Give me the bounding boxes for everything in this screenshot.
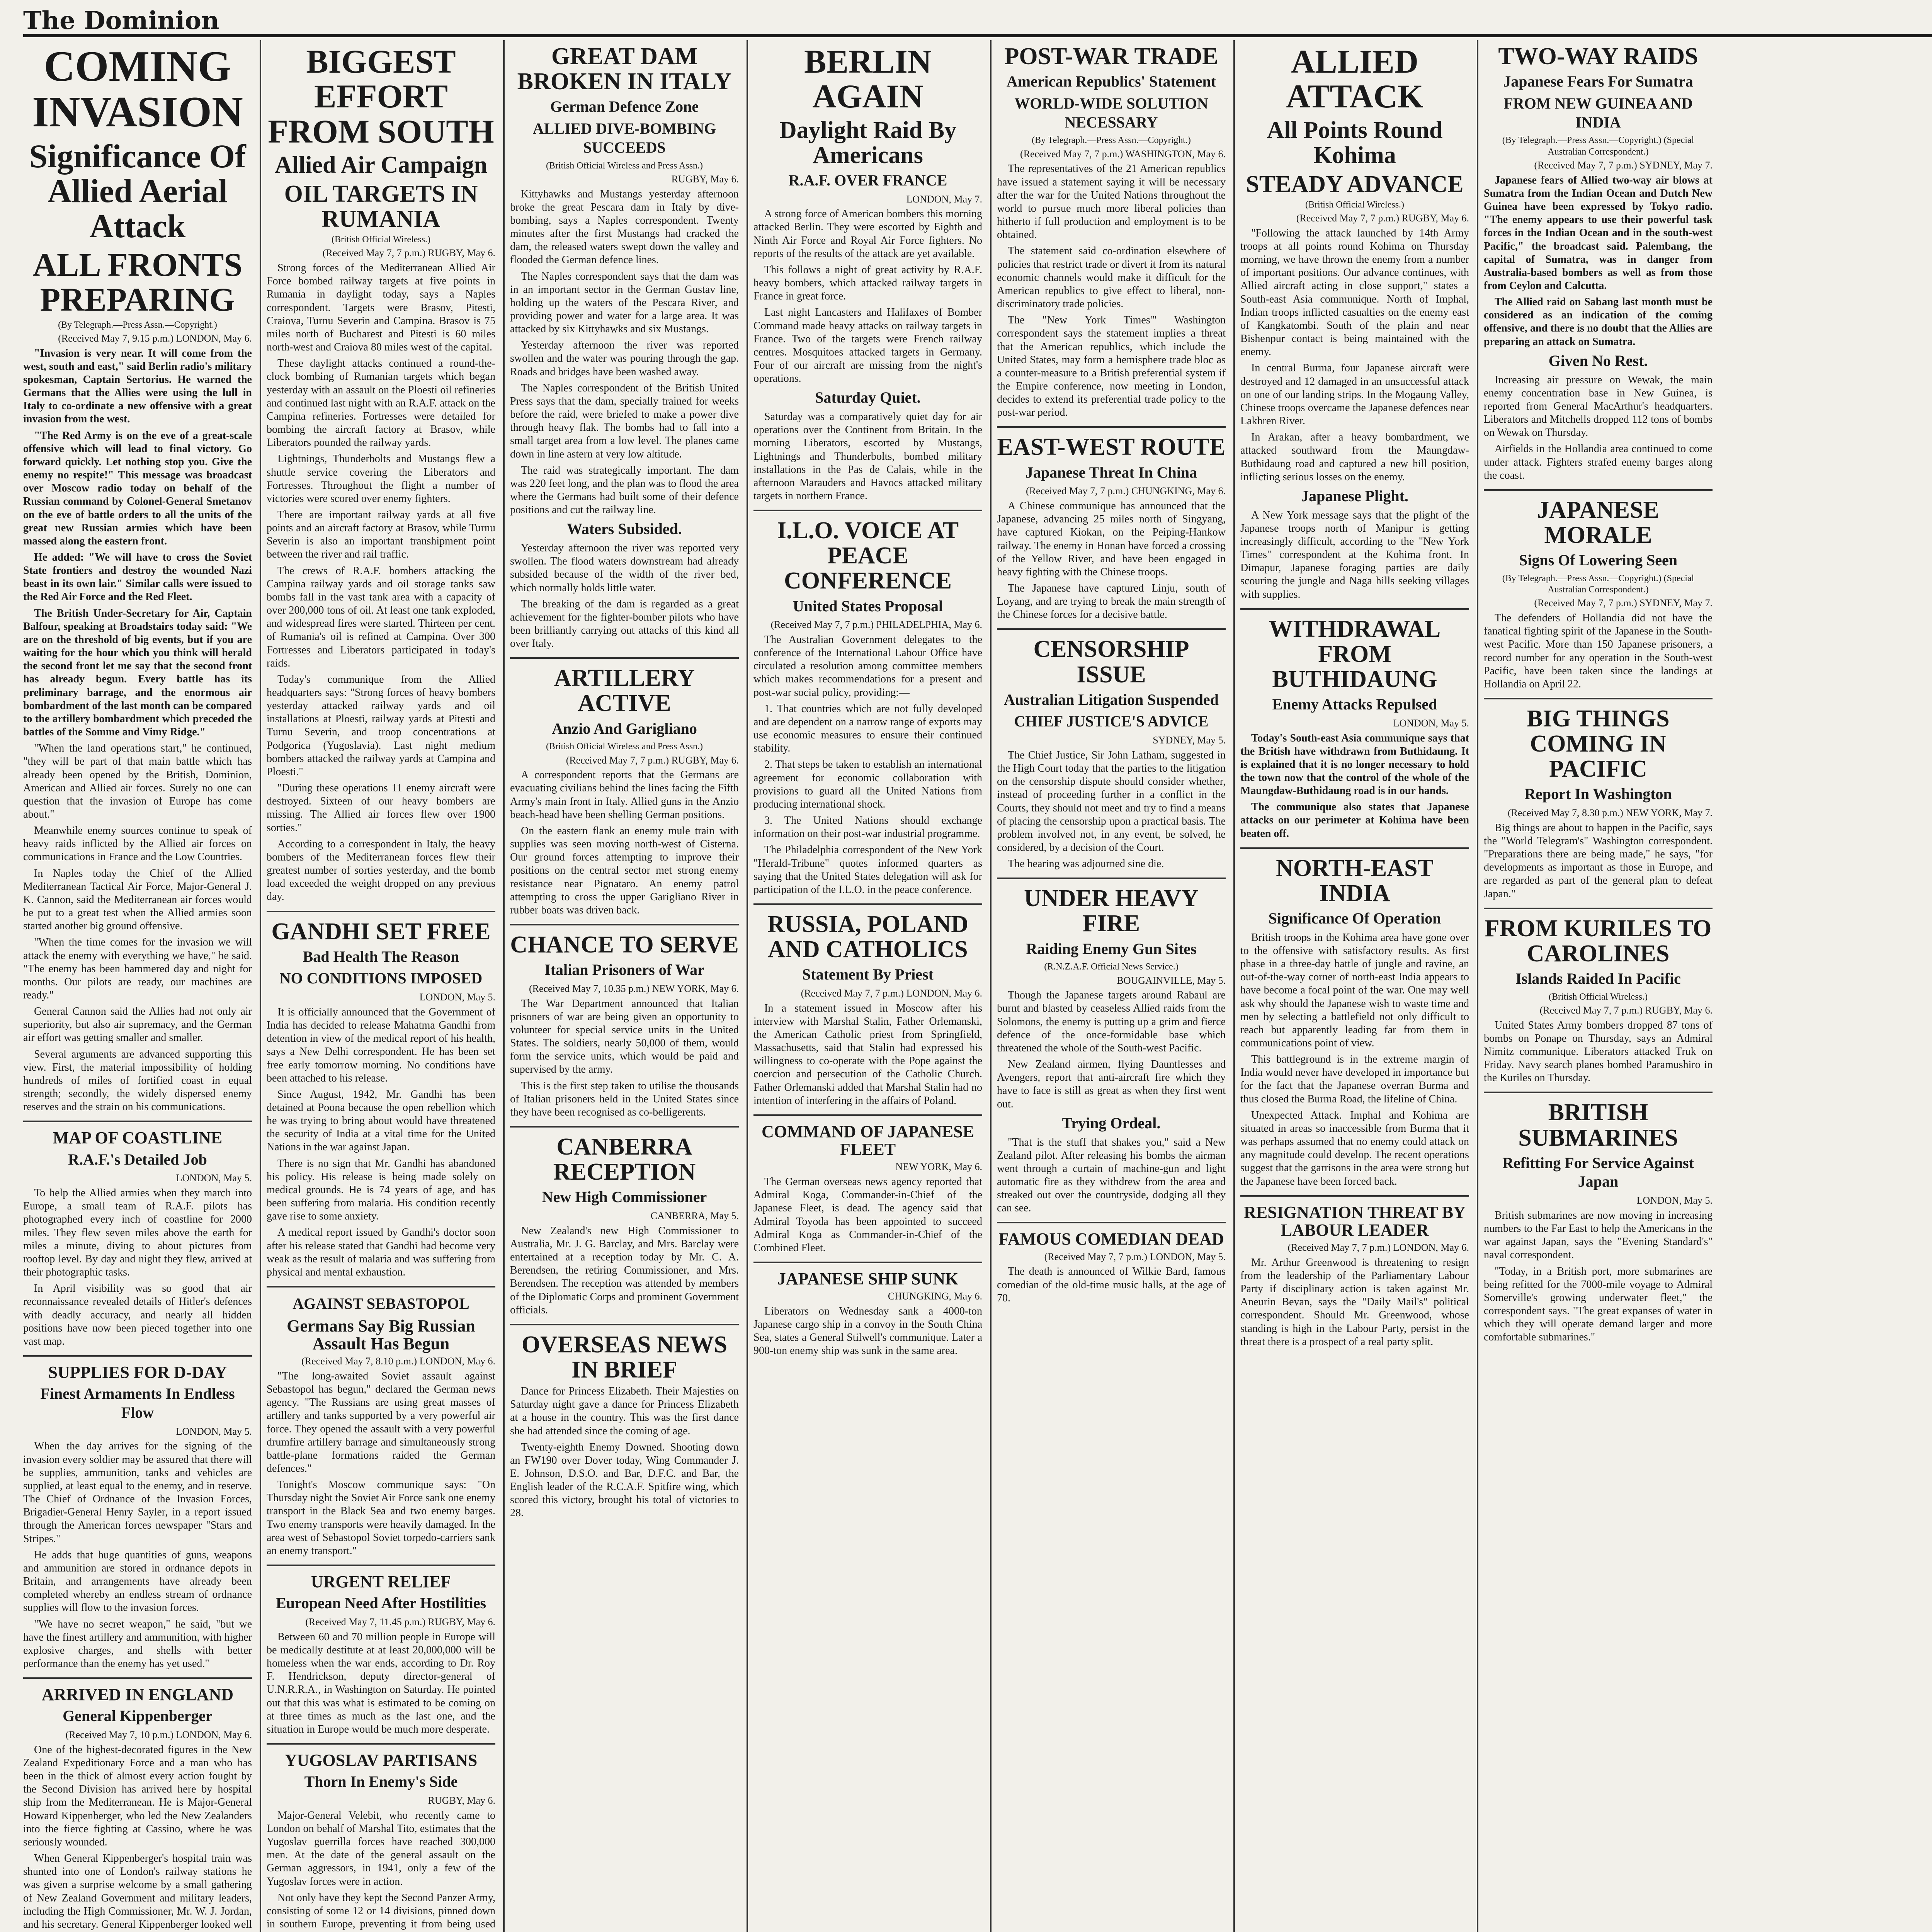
divider [510,924,739,925]
article-headline: EAST-WEST ROUTE [997,434,1226,461]
paragraph: Last night Lancasters and Halifaxes of Bomber Command made heavy attacks on railway targets in France. Two of the targets were French railway centres. Mosquitoes attacked targets in Germany. Four of our aircraft are missing from the night's operations. [753,306,982,385]
article-headline: MAP OF COASTLINE [53,1128,223,1148]
paragraph: "We have no secret weapon," he said, "but we have the finest artillery and ammunition, with higher explosive charges, and shells with better performance than the enemy has yet used." [23,1618,252,1670]
column-rule [260,40,261,1932]
paragraph: Between 60 and 70 million people in Europe will be medically destitute at at least 20,000,000 will be homeless when the war ends, according to Dr. Roy F. Hendrickson, deputy director-general of U.N.R.R.A., in Washington on Saturday. He pointed out that this was what is estimated to be coming on at three times as much as the last one, and the situation in Europe would be much more desperate. [267,1631,495,1735]
section-subhead: Trying Ordeal. [1062,1114,1161,1132]
dateline: (Received May 7, 7 p.m.) WASHINGTON, May 6. [1020,148,1226,160]
dateline: BOUGAINVILLE, May 5. [1117,975,1226,986]
dateline: CANBERRA, May 5. [650,1210,739,1222]
dateline: (Received May 7, 8.30 p.m.) NEW YORK, May 7. [1507,807,1713,819]
paragraph: The Chief Justice, Sir John Latham, suggested in the High Court today that the parties to the litigation on the censorship dispute should consider whether, instead of proceeding further in a conflict in the Courts, they should not meet and try to find a means of placing the censorship upon a practical basis. The problem involved not, in any event, be solved, he considered, by a decision of the Court. [997,749,1226,854]
paragraph: Major-General Velebit, who recently came to London on behalf of Marshal Tito, estimates that the Yugoslav guerrilla forces have reached 300,000 men. At the date of the general assault on the German aggressors, in 1941, only a few of the Yugoslav forces were in action. [267,1809,495,1888]
divider [267,1743,495,1745]
column-rule [1477,40,1478,1932]
paragraph: Kittyhawks and Mustangs yesterday afternoon broke the great Pescara dam in Italy by dive-bombing, says a Naples correspondent. Twenty minutes after the first Mustangs had cracked the dam, the released waters swept down the valley and flooded the German defence lines. [510,188,739,266]
paragraph: Twenty-eighth Enemy Downed. Shooting down an FW190 over Dover today, Wing Commander J. E. Johnson, D.S.O. and Bar, D.F.C. and Bar, the English leader of the R.C.A.F. Spitfire wing, which scored this victory, brought his total of victories to 28. [510,1441,739,1519]
paragraph: The "New York Times'" Washington correspondent says the statement implies a threat that the American republics, which include the United States, may form a hemisphere trade bloc as a counter-measure to a British preferential system if the Empire conference, now meeting in London, decides to extend its preferential trade policy to the post-war period. [997,314,1226,419]
article-headline: JAPANESE SHIP SUNK [777,1269,959,1288]
article-subhead: Thorn In Enemy's Side [304,1773,458,1791]
article-subhead: General Kippenberger [63,1707,213,1725]
divider [997,426,1226,428]
paragraph: On the eastern flank an enemy mule train with supplies was seen moving north-west of Cisterna. Our ground forces attempting to improve their positions on the central sector met strong enemy resistance near Pignataro. An enemy patrol attempting to cross the upper Garigliano River in rubber boats was driven back. [510,825,739,916]
paragraph: General Cannon said the Allies had not only air superiority, but also air supremacy, and the German air effort was getting smaller and smaller. [23,1005,252,1044]
divider [1484,908,1713,909]
paragraph: These daylight attacks continued a round-the-clock bombing of Rumanian targets which began yesterday with an assault on the Ploesti oil refineries and continued last night with an R.A.F. attack on the Campina refineries. Fortresses were detailed for bombing the aircraft factory at Brasov, while Liberators pounded the railway yards. [267,357,495,449]
divider [997,878,1226,879]
paragraph: The Naples correspondent of the British United Press says that the dam, specially trained for weeks before the raid, were briefed to make a power dive through heavy flak. The bombs had to fall into a small target area from a low level. The planes came down in line astern at very low altitude. [510,382,739,460]
subheadline: FROM NEW GUINEA AND INDIA [1503,94,1693,131]
paragraph: Though the Japanese targets around Rabaul are burnt and blasted by ceaseless Allied raids from the Solomons, the enemy is putting up a grim and fierce defence of the once-formidable base which threatened the whole of the South-west Pacific. [997,989,1226,1054]
paragraph: The statement said co-ordination elsewhere of policies that restrict trade or divert it from its natural economic channels would make it difficult for the American republics to give effect to liberal, non-discriminatory trade policies. [997,245,1226,310]
divider [1240,608,1469,610]
subheadline: Japanese Fears For Sumatra [1503,73,1693,90]
paragraph: New Zealand's new High Commissioner to Australia, Mr. J. G. Barclay, and Mrs. Barclay were entertained at a reception today by Mr. C. A. Berendsen, the retiring Commissioner, and Mrs. Berendsen. The reception was attended by members of the Diplomatic Corps and prominent Government officials. [510,1225,739,1316]
byline: (British Official Wireless and Press Assn.) [546,160,703,171]
paragraph: The defenders of Hollandia did not have the fanatical fighting spirit of the Japanese in the South-west Pacific. More than 150 Japanese prisoners, a record number for any operation in the South-west Pacific, have been taken since the landings at Hollandia on April 22. [1484,612,1713,690]
article-headline: JAPANESE MORALE [1537,497,1659,548]
article-headline: CANBERRA RECEPTION [553,1134,696,1185]
byline: (By Telegraph.—Press Assn.—Copyright.) [58,320,217,330]
paragraph: It is officially announced that the Government of India has decided to release Mahatma Gandhi from detention in view of the medical report of his health, says a New Delhi correspondent. He has been set free early tomorrow morning. No conditions have been attached to his release. [267,1006,495,1084]
divider [1240,847,1469,849]
dateline: (Received May 7, 9.15 p.m.) LONDON, May 6. [58,332,252,344]
article-headline: BRITISH SUBMARINES [1518,1099,1678,1151]
divider [1484,698,1713,699]
bold-story [1240,732,1469,840]
article-subhead: Enemy Attacks Repulsed [1272,696,1437,713]
dateline: LONDON, May 5. [1393,717,1469,729]
paragraph: A New York message says that the plight of the Japanese troops north of Manipur is getting increasingly difficult, according to the "New York Times" correspondent at the Kohima front. In Dimapur, Japanese foraging parties are daily scouring the jungle and Naga hills seeking villages with supplies. [1240,509,1469,600]
divider [1484,489,1713,491]
paragraph: Since August, 1942, Mr. Gandhi has been detained at Poona because the open rebellion which he was trying to bring about would have threatened the security of India at a vital time for the United Nations in the war against Japan. [267,1088,495,1153]
newspaper-title: The Dominion [23,6,219,35]
column-rule [990,40,992,1932]
article-subhead: Anzio And Garigliano [552,719,697,737]
paragraph: "The Red Army is on the eve of a great-scale offensive which will lead to final victory. Go forward quickly. Let nothing stop you. Give the enemy no respite!" This message was broadcast over Moscow radio today on behalf of the Russian command by Colonel-General Smetanov on the eve of battle orders to all the units of the great new Russian armies which have been massed along the eastern front. [23,429,252,547]
paragraph: The representatives of the 21 American republics have issued a statement saying it will be necessary after the war for the United Nations throughout the world to pursue much more liberal policies than hitherto if full production and employment is to be obtained. [997,163,1226,241]
article-headline: ARTILLERY ACTIVE [554,665,695,717]
column-6 [1240,40,1469,1932]
headline: POST-WAR TRADE [1004,43,1218,70]
article-headline: BIG THINGS COMING IN PACIFIC [1527,705,1670,782]
divider [267,1286,495,1287]
headline: TWO-WAY RAIDS [1498,43,1698,70]
paragraph: "Today, in a British port, more submarines are being refitted for the 7000-mile voyage to Admiral Somerville's growing underwater fleet," the correspondent says. "The great expanses of water in which they will operate demand larger and more comfortable submarines." [1484,1265,1713,1344]
paragraph: The Australian Government delegates to the conference of the International Labour Office have circulated a resolution among committee members which makes recommendations for a present and post-war social policy, providing:— [753,634,982,699]
article-subhead: Finest Armaments In Endless Flow [40,1385,235,1421]
paragraph: "Invasion is very near. It will come from the west, south and east," said Berlin radio's military spokesman, Captain Sertorius. He warned the Germans that the Allies were using the lull in Italy to co-ordinate a new offensive with a great invasion from the west. [23,347,252,425]
paragraph: Big things are about to happen in the Pacific, says the "World Telegram's" Washington correspondent. "Preparations there are being made," he says, "for developments as important as those in Europe, and are regarded as part of the general plan to defeat Japan." [1484,821,1713,900]
subheadline: Daylight Raid By Americans [779,117,957,168]
paragraph: Unexpected Attack. Imphal and Kohima are situated in areas so inaccessible from Burma that it was perhaps assumed that no enemy could attack on any magnitude could develop. The recent operations suggest that the garrisons in the area were strong but the Japanese have been forced back. [1240,1109,1469,1187]
paragraph: Dance for Princess Elizabeth. Their Majesties on Saturday night gave a dance for Princess Elizabeth at a house in the country. This was the first dance she had attended since the coming of age. [510,1385,739,1437]
paragraph: Several arguments are advanced supporting this view. First, the material impossibility of holding hundreds of miles of fortified coast in equal strength; secondly, the widely dispersed enemy reserves and the strain on his communications. [23,1048,252,1113]
paragraph: The crews of R.A.F. bombers attacking the Campina railway yards and oil storage tanks saw bombs fall in the vast tank area with a capacity of over 200,000 tons of oil. At least one tank exploded, and widespread fires were started. Thirteen per cent. of Rumania's oil is refined at Campina. Over 300 Fortresses and Liberators participated in today's raids. [267,565,495,669]
dateline: (Received May 7, 7 p.m.) RUGBY, May 6. [566,754,739,766]
headline: BERLIN AGAIN [804,43,932,115]
paragraph: In a statement issued in Moscow after his interview with Marshal Stalin, Father Orlemanski, the American Catholic priest from Springfield, Massachusetts, said that Stalin had expressed his willingness to co-operate with the Pope against the coercion and persecution of the Catholic Church. Father Orlemanski added that Marshal Stalin had no intention of interfering in the affairs of Poland. [753,1002,982,1107]
paragraph: Yesterday afternoon the river was reported swollen and the water was pouring through the gap. Roads and bridges have been washed away. [510,339,739,378]
dateline: (Received May 7, 10.35 p.m.) NEW YORK, May 6. [529,983,739,994]
paragraph: Meanwhile enemy sources continue to speak of heavy raids inflicted by the Allied air forces on communications in France and the Low Countries. [23,825,252,863]
paragraph: Saturday was a comparatively quiet day for air operations over the Continent from Britain. In the morning Liberators, escorted by Mustangs, Lightnings and Thunderbolts, bombed military installations in the Pas de Calais, while in the afternoon Marauders and Havocs attacked military targets in northern France. [753,411,982,502]
article-subhead: Raiding Enemy Gun Sites [1026,940,1197,957]
article-headline: GANDHI SET FREE [271,918,491,945]
column-rule [1233,40,1235,1932]
byline: (By Telegraph.—Press Assn.—Copyright.) (Special Australian Correspondent.) [1502,135,1694,157]
paragraph: He adds that huge quantities of guns, weapons and ammunition are stored in ordnance depots in Britain, and arrangements have already been completed whereby an endless stream of ordnance supplies will flow to the invasion forces. [23,1549,252,1614]
paragraph: This is the first step taken to utilise the thousands of Italian prisoners held in the United States since they have been recognised as co-belligerents. [510,1080,739,1118]
article-headline: NORTH-EAST INDIA [1276,855,1434,906]
paragraph: Strong forces of the Mediterranean Allied Air Force bombed railway targets at five points in Rumania in daylight today, says a Naples correspondent. Targets were Brasov, Pitesti, Craiova, Turnu Severin and Campina. Brasov is 75 miles north of Bucharest and Pitesti is 60 miles north-west and Craiova 80 miles west of the capital. [267,262,495,354]
paragraph: Yesterday afternoon the river was reported very swollen. The flood waters downstream had already subsided because of the width of the river bed, which normally holds little water. [510,542,739,594]
divider [267,911,495,912]
paragraph: "When the land operations start," he continued, "they will be part of that main battle which has already been opened by the British, Dominion, American and Allied air forces. Surely no one can question that the invasion of Europe has come about." [23,742,252,820]
article-label: AGAINST SEBASTOPOL [293,1295,469,1313]
paragraph: When the day arrives for the signing of the invasion every soldier may be assured that there will be supplies, ammunition, tanks and vehicles are supplied, at least equal to the enemy, and in reserve. The Chief of Ordnance of the Invasion Forces, Brigadier-General Henry Sayler, in a report issued through the American forces newspaper "Stars and Stripes." [23,1440,252,1545]
divider [753,903,982,905]
divider [997,628,1226,630]
bold-story [1484,174,1713,349]
article-subhead: New High Commissioner [542,1188,707,1206]
paragraph: The Allied raid on Sabang last month must be considered as an indication of the coming offensive, and there is no doubt that the Allies are preparing an attack on Sumatra. [1484,296,1713,348]
article-headline: FROM KURILES TO CAROLINES [1485,915,1712,967]
article-headline: OVERSEAS NEWS IN BRIEF [521,1331,728,1383]
paragraph: The German overseas news agency reported that Admiral Koga, Commander-in-Chief of the Japanese Fleet, is dead. The agency said that Admiral Toyoda has been appointed to succeed Admiral Koga as Commander-in-Chief of the Combined Fleet. [753,1176,982,1254]
paragraph: The communique also states that Japanese attacks on our perimeter at Kohima have been beaten off. [1240,801,1469,840]
paragraph: The Japanese have captured Linju, south of Loyang, and are trying to break the main strength of the Chinese forces for a decisive battle. [997,582,1226,621]
article-subhead: Italian Prisoners of War [544,961,704,979]
divider [510,1324,739,1325]
article-headline: ARRIVED IN ENGLAND [41,1685,234,1704]
lead-story [23,347,252,739]
column-1 [23,40,252,1932]
dateline: LONDON, May 7. [906,193,982,205]
paragraph: Lightnings, Thunderbolts and Mustangs flew a shuttle service covering the Liberators and Fortresses. Throughout the flight a number of victories were scored over enemy fighters. [267,453,495,505]
section-subhead: Given No Rest. [1548,352,1648,369]
article-headline: SUPPLIES FOR D-DAY [48,1362,227,1382]
paragraph: The British Under-Secretary for Air, Captain Balfour, speaking at Broadstairs today said: "We are on the threshold of big events, but if you are waiting for the hour which you think will herald the second front let me say that the second front has already begun. Every battle has its preliminary barrage, and the enormous air bombardment of the last month can be compared to the artillery bombardment which preceded the battles of the Somme and Vimy Ridge." [23,607,252,738]
column-rule [503,40,505,1932]
paragraph: The breaking of the dam is regarded as a great achievement for the fighter-bomber pilots who have been brilliantly carrying out attacks of this kind all over Italy. [510,598,739,650]
paragraph: A strong force of American bombers this morning attacked Berlin. They were escorted by Eighth and Ninth Air Force and Royal Air Force fighters. No reports of the results of the attack are yet available. [753,208,982,260]
paragraph: This follows a night of great activity by R.A.F. heavy bombers, which attacked railway targets in France in great force. [753,264,982,303]
article-headline: RESIGNATION THREAT BY LABOUR LEADER [1244,1202,1466,1240]
paragraph: In Naples today the Chief of the Allied Mediterranean Tactical Air Force, Major-General J. K. Cannon, said the Mediterranean air forces would be put to a great test when the Allied armies soon started another big ground offensive. [23,867,252,932]
dateline: (Received May 7, 7 p.m.) SYDNEY, May 7. [1534,597,1713,609]
dateline: (Received May 7, 7 p.m.) PHILADELPHIA, May 6. [770,619,982,631]
column-4 [753,40,982,1932]
subheadline: WORLD-WIDE SOLUTION NECESSARY [1014,94,1208,131]
dateline: (Received May 7, 7 p.m.) CHUNGKING, May 6. [1026,485,1226,497]
paragraph: A medical report issued by Gandhi's doctor soon after his release stated that Gandhi had become very weak as the result of malaria and was suffering from physical and mental exhaustion. [267,1226,495,1278]
paragraph: There is no sign that Mr. Gandhi has abandoned his policy. His release is being made solely on medical grounds. He is 74 years of age, and has been suffering from malaria. His condition recently gave rise to some anxiety. [267,1157,495,1223]
paragraph: "When the time comes for the invasion we will attack the enemy with everything we have," he said. "The enemy has been hammered day and night for months. Our pilots are ready, our machines are ready." [23,936,252,1001]
article-subhead: European Need After Hostilities [276,1594,486,1612]
paragraph: When General Kippenberger's hospital train was shunted into one of London's railway stations he was given a surprise welcome by a small gathering of New Zealand Government and military leaders, including the High Commissioner, Mr. W. J. Jordan, and his secretary. General Kippenberger looked well [23,1852,252,1930]
paragraph: British troops in the Kohima area have gone over to the offensive with satisfactory results. As first phase in a three-day battle of jungle and ravine, an out-of-the-way corner of north-east India appears to have become a focal point of the war. One may well ask why should the Japanese wish to waste time and men by selecting a battlefield not only difficult to reach but apparently leading far from them in communications point of view. [1240,931,1469,1049]
article-headline: YUGOSLAV PARTISANS [284,1751,478,1770]
article-headline: CHANCE TO SERVE [510,932,739,958]
paragraph: The Philadelphia correspondent of the New York "Herald-Tribune" quotes informed quarters as saying that the United States delegation will ask for participation of the I.L.O. in the peace conference. [753,844,982,896]
column-rule [747,40,748,1932]
subheadline: All Points Round Kohima [1267,117,1443,168]
paragraph: Today's South-east Asia communique says that the British have withdrawn from Buthidaung. It is explained that it is no longer necessary to hold the town now that the control of the whole of the Maungdaw-Buthidaung road is in our hands. [1240,732,1469,797]
article-subhead: Statement By Priest [802,966,934,983]
byline: (By Telegraph.—Press Assn.—Copyright.) (Special Australian Correspondent.) [1502,573,1694,595]
dateline: (Received May 7, 11.45 p.m.) RUGBY, May 6. [305,1616,495,1628]
paragraph: In April visibility was so good that air reconnaissance revealed details of Hitler's defences with deadly accuracy, and nearly all hidden positions have now been pieced together into one vast map. [23,1282,252,1347]
paragraph: United States Army bombers dropped 87 tons of bombs on Ponape on Thursday, says an Admiral Nimitz communique. Liberators attacked Truk on Friday. Navy search planes bombed Paramushiro in the Kuriles on Thursday. [1484,1019,1713,1084]
divider [267,1565,495,1566]
paragraph: This battleground is in the extreme margin of India would never have developed in importance but for the fact that the Japanese overran Burma and thus closed the Burma Road, the lifeline of China. [1240,1053,1469,1105]
byline: (British Official Wireless and Press Assn.) [546,742,703,752]
column-5 [997,40,1226,1932]
paragraph: Today's communique from the Allied headquarters says: "Strong forces of heavy bombers yesterday attacked railway yards and oil installations at Ploesti, railway yards at Pitesti and Turnu Severin, and troop concentrations at Podgorica (Yugoslavia). Last night medium bombers attacked the railway yards at Campina and Ploesti." [267,673,495,778]
dateline: (Received May 7, 7 p.m.) RUGBY, May 6. [322,247,495,259]
section-subhead: Japanese Plight. [1301,487,1408,505]
byline: (R.N.Z.A.F. Official News Service.) [1044,962,1179,972]
headline: BIGGEST EFFORT FROM SOUTH [268,43,494,150]
headline: COMING INVASION [32,43,243,136]
article-subhead: Japanese Threat In China [1025,463,1197,481]
divider [1484,1092,1713,1093]
article-headline: URGENT RELIEF [311,1572,451,1592]
dateline: (Received May 7, 7 p.m.) LONDON, May 5. [1044,1251,1226,1262]
byline: (British Official Wireless.) [1548,992,1648,1002]
paragraph: There are important railway yards at all five points and an aircraft factory at Brasov, while Turnu Severin is also an important transhipment point between the river and rail traffic. [267,509,495,561]
subheadline: ALLIED DIVE-BOMBING SUCCEEDS [532,119,716,156]
article-headline: COMMAND OF JAPANESE FLEET [762,1122,974,1159]
paragraph: New Zealand airmen, flying Dauntlesses and Avengers, report that anti-aircraft fire which they have to face is still as great as when they first went out. [997,1058,1226,1110]
byline: (British Official Wireless.) [1305,199,1405,210]
paragraph: To help the Allied armies when they march into Europe, a small team of R.A.F. pilots has photographed every inch of coastline for 2000 miles. They flew seven miles above the earth for miles a minute, diving to about pictures from rooftop level. By day and night they flew, arrived at their photographic tasks. [23,1187,252,1279]
section-subhead: Saturday Quiet. [815,389,921,406]
article-subhead: United States Proposal [793,597,943,615]
paragraph: Japanese fears of Allied two-way air blows at Sumatra from the Indian Ocean and Dutch New Guinea have been expressed by Tokyo radio. "The enemy appears to use their powerful task forces in the Indian Ocean and in the south-west Pacific," the broadcast said. Palembang, the capital of Sumatra, was in danger from Australia-based bombers as well as from those from Ceylon and Calcutta. [1484,174,1713,292]
paragraph: Mr. Arthur Greenwood is threatening to resign from the leadership of the Parliamentary Labour Party if disciplinary action is taken against Mr. Aneurin Bevan, says the "Daily Mail's" political correspondent. Should Mr. Greenwood, whose standing is high in the Labour Party, persist in the threat there is a prospect of a real party split. [1240,1256,1469,1348]
article-subhead: CHIEF JUSTICE'S ADVICE [1014,713,1209,730]
dateline: (Received May 7, 7 p.m.) LONDON, May 6. [1287,1242,1469,1253]
paragraph: A Chinese communique has announced that the Japanese, advancing 25 miles north of Singyang, have captured Kiokan, on the Peiping-Hankow railway. The enemy in Honan have forced a crossing of the Yellow River, and have been engaged in heavy fighting with the Chinese troops. [997,500,1226,578]
subheadline: ALL FRONTS PREPARING [32,246,243,318]
divider [510,1126,739,1128]
headline: GREAT DAM BROKEN IN ITALY [517,43,732,95]
article-subhead: Bad Health The Reason [303,947,459,965]
article-subhead: Report In Washington [1524,785,1672,803]
subheadline: R.A.F. OVER FRANCE [788,171,947,189]
article-headline: RUSSIA, POLAND AND CATHOLICS [767,911,969,963]
dateline: SYDNEY, May 5. [1153,735,1226,746]
byline: (By Telegraph.—Press Assn.—Copyright.) [1032,135,1191,146]
paragraph: British submarines are now moving in increasing numbers to the Far East to help the Americans in the war against Japan, says the "Evening Standard's" naval correspondent. [1484,1209,1713,1261]
article-subhead: R.A.F.'s Detailed Job [68,1150,207,1168]
paragraph: 2. That steps be taken to establish an international agreement for economic collaboration with provisions to guard all the United Nations from producing international shock. [753,759,982,810]
divider [23,1121,252,1122]
subheadline: German Defence Zone [550,98,699,116]
paragraph: The War Department announced that Italian prisoners of war are being given an opportunity to volunteer for special service units in the United States. The soldiers, nearly 50,000 of them, would form the service units, which would be paid and supervised by the army. [510,997,739,1076]
dateline: (Received May 7, 8.10 p.m.) LONDON, May 6. [301,1355,495,1367]
paragraph: Airfields in the Hollandia area continued to come under attack. Fighters strafed enemy barges along the coast. [1484,443,1713,481]
article-subhead: NO CONDITIONS IMPOSED [279,969,483,987]
byline: (British Official Wireless.) [331,235,431,245]
article-headline: I.L.O. VOICE AT PEACE CONFERENCE [777,517,959,594]
article-headline: FAMOUS COMEDIAN DEAD [998,1230,1224,1249]
subheadline: American Republics' Statement [1006,73,1216,90]
divider [510,657,739,659]
dateline: (Received May 7, 10 p.m.) LONDON, May 6. [65,1729,252,1741]
dateline: (Received May 7, 7 p.m.) SYDNEY, May 7. [1534,160,1713,171]
dateline: (Received May 7, 7 p.m.) LONDON, May 6. [801,987,982,999]
column-7 [1484,40,1713,1932]
paragraph: One of the highest-decorated figures in the New Zealand Expeditionary Force and a man who has been in the thick of almost every action fought by the Second Division has arrived here by hospital ship from the Mediterranean. He is Major-General Howard Kippenberger, who led the New Zealanders into the fierce fighting at Cassino, where he was seriously wounded. [23,1743,252,1848]
paragraph: Liberators on Wednesday sank a 4000-ton Japanese cargo ship in a convoy in the South China Sea, states a General Stilwell's communique. Later a 900-ton enemy ship was sunk in the same area. [753,1305,982,1357]
paragraph: The death is announced of Wilkie Bard, famous comedian of the old-time music halls, at the age of 70. [997,1265,1226,1304]
dateline: LONDON, May 5. [419,992,495,1003]
article-subhead: Islands Raided In Pacific [1515,969,1681,987]
paragraph: Tonight's Moscow communique says: "On Thursday night the Soviet Air Force sank one enemy transport in the Black Sea and two enemy barges. Two enemy transports were heavily damaged. In the area west of Sebastopol Soviet torpedo-carriers sank an enemy transport." [267,1479,495,1557]
paragraph: The hearing was adjourned sine die. [1008,858,1164,870]
paragraph: "That is the stuff that shakes you," said a New Zealand pilot. After releasing his bombs the airman went through a curtain of machine-gun and light automatic fire as they withdrew from the area and streaked out over the countryside, dodging all they can see. [997,1136,1226,1214]
article-headline: WITHDRAWAL FROM BUTHIDAUNG [1269,616,1441,692]
article-headline: CENSORSHIP ISSUE [1033,636,1189,688]
divider [753,1262,982,1263]
divider [1240,1195,1469,1197]
dateline: LONDON, May 5. [1636,1195,1713,1206]
dateline: RUGBY, May 6. [428,1795,495,1806]
dateline: LONDON, May 5. [176,1172,252,1184]
article-subhead: Australian Litigation Suspended [1004,690,1219,708]
paragraph: The raid was strategically important. The dam was 220 feet long, and the plan was to flood the area where the Germans had built some of their defence positions and cut the railway line. [510,464,739,516]
article-subhead: Significance Of Operation [1268,909,1441,927]
dateline: RUGBY, May 6. [671,173,739,185]
dateline: LONDON, May 5. [176,1425,252,1437]
paragraph: Increasing air pressure on Wewak, the main enemy concentration base in New Guinea, is reported from General MacArthur's headquarters. Liberators and Mitchells dropped 112 tons of bombs on Wewak on Thursday. [1484,374,1713,439]
paragraph: In Arakan, after a heavy bombardment, we attacked southward from the Maungdaw-Buthidaung road and captured a new hill position, inflicting serious losses on the enemy. [1240,431,1469,483]
article-headline: UNDER HEAVY FIRE [1024,885,1199,937]
article-subhead: Refitting For Service Against Japan [1502,1154,1694,1190]
divider [23,1677,252,1679]
paragraph: The Naples correspondent says that the dam was in an important sector in the German Gustav line, holding up the waters of the Pescara River, and providing power and water for a large area. It was attacked by six Kittyhawks and six Mustangs. [510,270,739,335]
divider [23,1355,252,1357]
masthead [23,4,1932,37]
dateline: (Received May 7, 7 p.m.) RUGBY, May 6. [1539,1004,1713,1016]
paragraph: 1. That countries which are not fully developed and are dependent on a narrow range of exports may use economic measures to ensure their continued stability. [753,702,982,755]
dateline: NEW YORK, May 6. [895,1161,982,1173]
column-3 [510,40,739,1932]
column-2 [267,40,495,1932]
subheadline: Significance Of Allied Aerial Attack [29,138,246,245]
paragraph: According to a correspondent in Italy, the heavy bombers of the Mediterranean forces flew their greatest number of sorties yesterday, and the bomb load exceeded the weight dropped on any previous day. [267,838,495,903]
dateline: (Received May 7, 7 p.m.) RUGBY, May 6. [1296,213,1469,224]
dateline: CHUNGKING, May 6. [888,1291,982,1302]
paragraph: "The long-awaited Soviet assault against Sebastopol has begun," declared the German news agency. "The Russians are using great masses of artillery and tanks supported by a very powerful air force. They opened the assault with a very powerful drumfire artillery barrage and simultaneously strong battle-plane formations raided the German defences." [267,1370,495,1475]
paragraph: 3. The United Nations should exchange information on their post-war industrial programme. [753,815,982,840]
subheadline: Allied Air Campaign [274,151,488,178]
paragraph: "During these operations 11 enemy aircraft were destroyed. Sixteen of our heavy bombers are missing. The Allied air forces flew over 1900 sorties." [267,782,495,834]
paragraph: Not only have they kept the Second Panzer Army, consisting of some 12 or 14 divisions, pinned down in southern Europe, preventing it from being used [267,1891,495,1930]
paragraph: In central Burma, four Japanese aircraft were destroyed and 12 damaged in an unsuccessful attack on one of our landing strips. In the Mogaung Valley, Chinese troops overcame the Japanese defences near Lakhren River. [1240,362,1469,427]
divider [753,1114,982,1116]
paragraph: A correspondent reports that the Germans are evacuating civilians behind the lines facing the Fifth Army's main front in Italy. Allied guns in the Anzio beach-head have been shelling German positions. [510,769,739,821]
headline: ALLIED ATTACK [1286,43,1423,115]
subheadline: OIL TARGETS IN RUMANIA [284,180,478,233]
subheadline: STEADY ADVANCE [1246,171,1464,197]
divider [997,1222,1226,1223]
paragraph: He added: "We will have to cross the Soviet State frontiers and destroy the wounded Nazi beast in its own lair." Similar calls were issued to the Red Air Force and the Red Fleet. [23,551,252,603]
section-subhead: Waters Subsided. [567,520,682,538]
article-subhead: Signs Of Lowering Seen [1519,551,1678,569]
paragraph: "Following the attack launched by 14th Army troops at all points round Kohima on Thursday morning, we have thrown the enemy from a number of important positions. Our advance continues, with Allied aircraft acting in close support," states a South-east Asia communique. North of Imphal, Indian troops inflicted casualties on the enemy east of Kangkatombi. South of the plain and near Bishenpur contact is being maintained with the enemy. [1240,227,1469,358]
divider [753,510,982,511]
article-headline: Germans Say Big Russian Assault Has Begun [287,1316,475,1354]
